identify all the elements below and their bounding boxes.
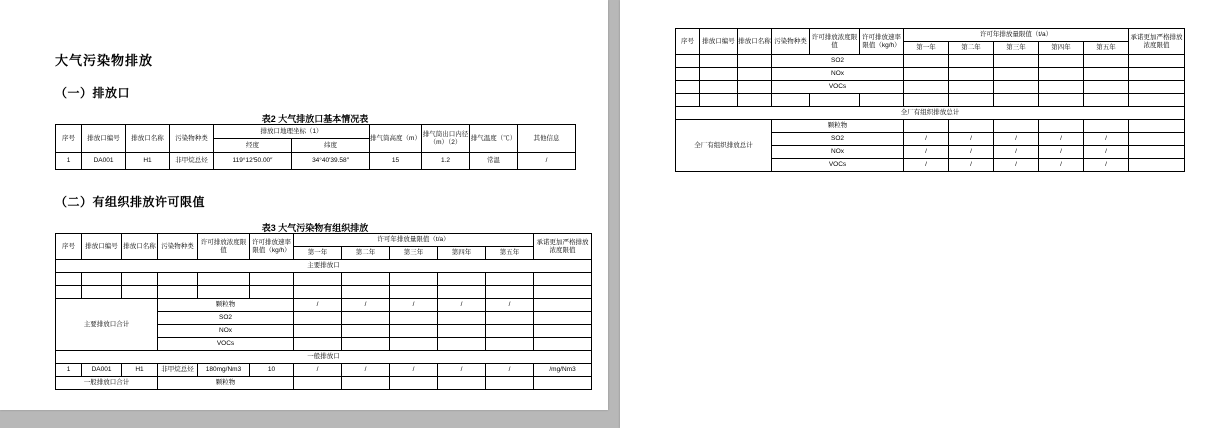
cell-year-4 — [1039, 81, 1084, 94]
cell-pollutant-type: 非甲烷总烃 — [170, 153, 214, 170]
cell-year-2 — [342, 377, 390, 390]
cell-year-1 — [294, 325, 342, 338]
cell-outlet-code — [700, 81, 738, 94]
cell-empty — [486, 286, 534, 299]
cell-year-1 — [294, 338, 342, 351]
cell-year-2 — [342, 312, 390, 325]
cell-year-5: / — [486, 364, 534, 377]
cell-stack-height: 15 — [370, 153, 422, 170]
page-title: 大气污染物排放 — [55, 53, 154, 68]
cell-empty — [158, 273, 198, 286]
cell-outlet-name: H1 — [122, 364, 158, 377]
th-year-4: 第四年 — [438, 247, 486, 260]
cell-seq — [676, 68, 700, 81]
cell-year-4 — [1039, 120, 1084, 133]
cell-empty — [949, 94, 994, 107]
cell-year-2 — [949, 120, 994, 133]
cell-promise — [534, 325, 592, 338]
cell-empty — [198, 286, 250, 299]
cell-empty — [122, 273, 158, 286]
th-seq: 序号 — [56, 125, 82, 153]
cell-year-2: / — [342, 364, 390, 377]
document-page-left — [0, 0, 608, 410]
cell-conc-limit: 180mg/Nm3 — [198, 364, 250, 377]
cell-pollutant-so2: SO2 — [158, 312, 294, 325]
cell-outlet-code — [700, 55, 738, 68]
th-outlet-code: 排放口编号 — [82, 125, 126, 153]
cell-empty — [738, 94, 772, 107]
th-other: 其他信息 — [518, 125, 576, 153]
cell-pollutant-nox: NOx — [158, 325, 294, 338]
cell-pollutant-pm: 颗粒物 — [772, 120, 904, 133]
th-year-2: 第二年 — [342, 247, 390, 260]
cell-year-3 — [390, 338, 438, 351]
th-stack-diameter: 排气筒出口内径（m）（2） — [422, 125, 470, 153]
cell-empty — [158, 286, 198, 299]
cell-empty — [486, 273, 534, 286]
th-outlet-code: 排放口编号 — [700, 29, 738, 55]
cell-year-4 — [1039, 55, 1084, 68]
cell-other: / — [518, 153, 576, 170]
th-pollutant-type: 污染物种类 — [170, 125, 214, 153]
cell-promise — [534, 338, 592, 351]
cell-empty — [82, 286, 122, 299]
cell-outlet-name — [738, 68, 772, 81]
cell-empty — [82, 273, 122, 286]
table-band-row-general — [56, 351, 592, 364]
cell-year-5: / — [486, 299, 534, 312]
th-year-1: 第一年 — [294, 247, 342, 260]
th-outlet-name: 排放口名称 — [738, 29, 772, 55]
cell-year-1 — [904, 81, 949, 94]
cell-empty — [534, 286, 592, 299]
cell-year-4 — [438, 377, 486, 390]
cell-year-3 — [994, 120, 1039, 133]
cell-outlet-code: DA001 — [82, 364, 122, 377]
cell-year-4 — [438, 325, 486, 338]
band-main-outlet: 主要排放口 — [56, 260, 592, 273]
cell-promise — [534, 312, 592, 325]
cell-pollutant-nox: NOx — [772, 146, 904, 159]
cell-year-2: / — [949, 133, 994, 146]
th-conc-limit: 许可排放浓度限值 — [198, 234, 250, 260]
th-seq: 序号 — [56, 234, 82, 260]
th-year-5: 第五年 — [486, 247, 534, 260]
cell-promise — [534, 377, 592, 390]
th-pollutant-type: 污染物种类 — [158, 234, 198, 260]
cell-year-4 — [1039, 68, 1084, 81]
cell-empty — [860, 94, 904, 107]
th-latitude: 纬度 — [292, 139, 370, 153]
cell-seq — [676, 55, 700, 68]
table-row-empty — [56, 286, 592, 299]
cell-empty — [250, 273, 294, 286]
cell-year-2: / — [949, 146, 994, 159]
cell-year-3 — [994, 68, 1039, 81]
cell-pollutant-so2: SO2 — [772, 55, 904, 68]
cell-outlet-code — [700, 68, 738, 81]
cell-pollutant-pm: 颗粒物 — [158, 377, 294, 390]
cell-pollutant-vocs: VOCs — [772, 81, 904, 94]
cell-year-1 — [294, 377, 342, 390]
th-seq: 序号 — [676, 29, 700, 55]
cell-year-4: / — [438, 364, 486, 377]
cell-seq — [676, 81, 700, 94]
th-year-3: 第三年 — [994, 42, 1039, 55]
cell-empty — [250, 286, 294, 299]
cell-promise — [1129, 120, 1185, 133]
table-row-subtotal-general — [56, 377, 592, 390]
cell-promise — [1129, 55, 1185, 68]
cell-pollutant-vocs: VOCs — [772, 159, 904, 172]
cell-empty — [994, 94, 1039, 107]
cell-empty — [676, 94, 700, 107]
table-header-row — [56, 234, 592, 247]
cell-year-4: / — [1039, 133, 1084, 146]
cell-empty — [700, 94, 738, 107]
cell-promise — [1129, 159, 1185, 172]
th-outlet-name: 排放口名称 — [122, 234, 158, 260]
band-general-outlet: 一般排放口 — [56, 351, 592, 364]
cell-year-2: / — [342, 299, 390, 312]
cell-pollutant-type: 非甲烷总烃 — [158, 364, 198, 377]
table-row — [676, 81, 1185, 94]
cell-year-1 — [294, 312, 342, 325]
cell-year-3 — [994, 55, 1039, 68]
cell-empty — [56, 273, 82, 286]
band-factory-organized-total: 全厂有组织排放总计 — [676, 107, 1185, 120]
cell-outlet-name — [738, 55, 772, 68]
cell-year-1: / — [904, 133, 949, 146]
table-row-subtotal — [56, 299, 592, 312]
cell-year-4: / — [1039, 159, 1084, 172]
table-band-row-factory — [676, 107, 1185, 120]
label-factory-subtotal: 全厂有组织排放总计 — [676, 120, 772, 172]
cell-year-2 — [342, 338, 390, 351]
cell-year-5 — [486, 377, 534, 390]
table-row — [676, 68, 1185, 81]
cell-year-2 — [342, 325, 390, 338]
document-page-right — [620, 0, 1216, 428]
cell-year-2: / — [949, 159, 994, 172]
cell-outlet-name — [738, 81, 772, 94]
cell-empty — [198, 273, 250, 286]
cell-year-3 — [994, 81, 1039, 94]
cell-empty — [342, 273, 390, 286]
cell-year-5 — [1084, 55, 1129, 68]
table-row — [56, 364, 592, 377]
cell-latitude: 34°40′39.58″ — [292, 153, 370, 170]
cell-empty — [294, 286, 342, 299]
th-annual-group: 许可年排放量限值（t/a） — [904, 29, 1129, 42]
cell-pollutant-nox: NOx — [772, 68, 904, 81]
cell-year-1 — [904, 120, 949, 133]
th-promise-limit: 承诺更加严格排放浓度限值 — [534, 234, 592, 260]
th-year-1: 第一年 — [904, 42, 949, 55]
table-factory-total-emission-limits — [675, 28, 1185, 172]
cell-year-1: / — [294, 364, 342, 377]
th-exhaust-temp: 排气温度（℃） — [470, 125, 518, 153]
cell-year-3: / — [994, 159, 1039, 172]
cell-year-1: / — [294, 299, 342, 312]
cell-year-4 — [438, 312, 486, 325]
cell-empty — [342, 286, 390, 299]
cell-year-3: / — [994, 146, 1039, 159]
cell-year-5 — [1084, 81, 1129, 94]
cell-empty — [390, 273, 438, 286]
th-coords-group: 排放口地理坐标（1） — [214, 125, 370, 139]
cell-year-3: / — [390, 299, 438, 312]
cell-empty — [772, 94, 810, 107]
th-promise-limit: 承诺更加严格排放浓度限值 — [1129, 29, 1185, 55]
section-heading-permit-limits: （二）有组织排放许可限值 — [55, 195, 206, 209]
cell-outlet-name: H1 — [126, 153, 170, 170]
table2-caption: 表2 大气排放口基本情况表 — [261, 114, 369, 124]
cell-empty — [122, 286, 158, 299]
cell-year-3: / — [994, 133, 1039, 146]
cell-empty — [534, 273, 592, 286]
cell-year-1: / — [904, 146, 949, 159]
cell-empty — [1084, 94, 1129, 107]
cell-year-2 — [949, 68, 994, 81]
table3-caption: 表3 大气污染物有组织排放 — [261, 223, 369, 233]
cell-empty — [390, 286, 438, 299]
table-row-subtotal — [676, 120, 1185, 133]
cell-year-5 — [486, 338, 534, 351]
table-band-row-main — [56, 260, 592, 273]
cell-year-5: / — [1084, 159, 1129, 172]
th-rate-limit: 许可排放速率限值（kg/h） — [250, 234, 294, 260]
label-general-subtotal: 一般排放口合计 — [56, 377, 158, 390]
th-conc-limit: 许可排放浓度限值 — [810, 29, 860, 55]
cell-empty — [438, 286, 486, 299]
cell-year-3 — [390, 325, 438, 338]
th-annual-group: 许可年排放量限值（t/a） — [294, 234, 534, 247]
cell-pollutant-pm: 颗粒物 — [158, 299, 294, 312]
cell-promise — [1129, 68, 1185, 81]
cell-year-5 — [486, 312, 534, 325]
table-row-empty — [676, 94, 1185, 107]
section-heading-outlet: （一）排放口 — [55, 86, 131, 100]
cell-year-5 — [486, 325, 534, 338]
cell-outlet-code: DA001 — [82, 153, 126, 170]
cell-year-4: / — [438, 299, 486, 312]
th-year-3: 第三年 — [390, 247, 438, 260]
cell-promise — [1129, 133, 1185, 146]
cell-pollutant-vocs: VOCs — [158, 338, 294, 351]
table-row-empty — [56, 273, 592, 286]
th-pollutant-type: 污染物种类 — [772, 29, 810, 55]
table-header-row — [56, 125, 576, 139]
cell-promise — [1129, 81, 1185, 94]
label-main-subtotal: 主要排放口合计 — [56, 299, 158, 351]
th-longitude: 经度 — [214, 139, 292, 153]
th-stack-height: 排气筒高度（m） — [370, 125, 422, 153]
cell-year-2 — [949, 81, 994, 94]
cell-year-3 — [390, 312, 438, 325]
cell-promise: /mg/Nm3 — [534, 364, 592, 377]
cell-empty — [810, 94, 860, 107]
cell-year-2 — [949, 55, 994, 68]
cell-empty — [56, 286, 82, 299]
th-year-5: 第五年 — [1084, 42, 1129, 55]
table-row — [676, 55, 1185, 68]
th-year-4: 第四年 — [1039, 42, 1084, 55]
cell-promise — [1129, 146, 1185, 159]
cell-year-1 — [904, 68, 949, 81]
cell-promise — [534, 299, 592, 312]
table-header-row — [676, 29, 1185, 42]
cell-empty — [1039, 94, 1084, 107]
table-row — [56, 153, 576, 170]
cell-year-1: / — [904, 159, 949, 172]
table-outlet-basic-info — [55, 124, 576, 170]
cell-seq: 1 — [56, 364, 82, 377]
cell-year-4 — [438, 338, 486, 351]
th-year-2: 第二年 — [949, 42, 994, 55]
cell-stack-diameter: 1.2 — [422, 153, 470, 170]
cell-year-3: / — [390, 364, 438, 377]
cell-year-5 — [1084, 68, 1129, 81]
th-rate-limit: 许可排放速率限值（kg/h） — [860, 29, 904, 55]
cell-empty — [438, 273, 486, 286]
table-organized-emission-limits — [55, 233, 592, 390]
cell-empty — [294, 273, 342, 286]
th-outlet-name: 排放口名称 — [126, 125, 170, 153]
cell-rate-limit: 10 — [250, 364, 294, 377]
cell-year-5: / — [1084, 133, 1129, 146]
cell-year-4: / — [1039, 146, 1084, 159]
cell-empty — [1129, 94, 1185, 107]
cell-year-5: / — [1084, 146, 1129, 159]
cell-empty — [904, 94, 949, 107]
cell-exhaust-temp: 常温 — [470, 153, 518, 170]
cell-pollutant-so2: SO2 — [772, 133, 904, 146]
cell-seq: 1 — [56, 153, 82, 170]
cell-longitude: 119°12′50.00″ — [214, 153, 292, 170]
cell-year-5 — [1084, 120, 1129, 133]
th-outlet-code: 排放口编号 — [82, 234, 122, 260]
cell-year-3 — [390, 377, 438, 390]
cell-year-1 — [904, 55, 949, 68]
